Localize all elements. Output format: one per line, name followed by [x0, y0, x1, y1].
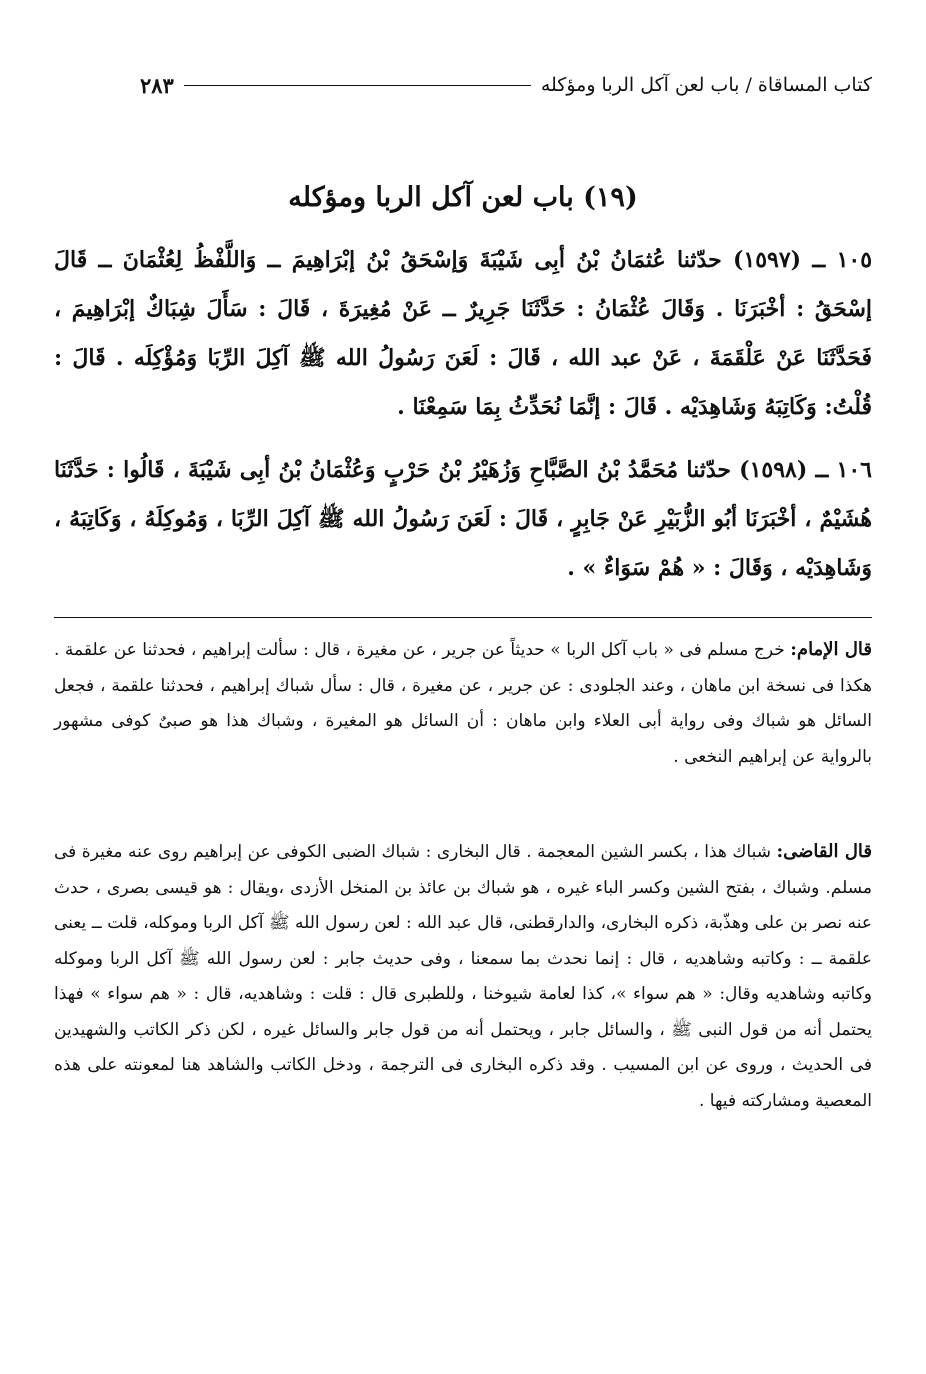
commentary-speaker: قال القاضى: — [776, 841, 872, 862]
commentary-text: شباك هذا ، بكسر الشين المعجمة . قال البخارى : شباك الضبى الكوفى عن إبراهيم روى عنه مغيرة فى مسلم. وشباك ، بفتح الشين وكسر الباء غيره ، هو شباك بن عائذ بن المنخل الأزدى ،ويقال : هو قيسى بصرى ، حدث عنه نصر بن على وهذّبة، ذكره البخارى، والدارقطنى، قال عبد الله : لعن رسول الله ﷺ آكل الربا وموكله، قلت ــ يعنى علقمة ــ : وكاتبه وشاهديه ، قال : إنما نحدث بما سمعنا ، وفى حديث جابر : لعن رسول الله ﷺ آكل الربا وموكله وكاتبه وشاهديه وقال: « هم سواء »، كذا لعامة شيوخنا ، وللطبرى قال : قلت : وشاهديه، قال : « هم سواء » فهذا يحتمل أنه من قول النبى ﷺ ، والسائل جابر ، ويحتمل أنه من قول جابر والسائل غيره ، لكن ذكر الكاتب والشهيدين فى الحديث ، وروى عن ابن المسيب . وقد ذكره البخارى فى الترجمة ، ودخل الكاتب والشاهد هنا لمعونته على هذه المعصية ومشاركته فيها . — [54, 842, 872, 1111]
commentary-speaker: قال الإمام: — [790, 639, 872, 660]
header-rule — [184, 85, 531, 86]
chapter-title: (١٩) باب لعن آكل الربا ومؤكله — [288, 182, 638, 213]
commentary-imam — [54, 632, 872, 775]
commentary-text: خرج مسلم فى « باب آكل الربا » حديثاً عن جرير ، عن مغيرة ، قال : سألت إبراهيم ، فحدثنا عن علقمة . هكذا فى نسخة ابن ماهان ، وعند الجلودى : عن جرير ، عن مغيرة ، قال : سأل شباك إبراهيم ، فحدثنا علقمة ، فجعل السائل هو شباك وفى رواية أبى العلاء وابن ماهان : أن السائل هو المغيرة ، وشباك هذا هو صبىٌ كوفى مشهور بالرواية عن إبراهيم النخعى . — [54, 640, 872, 767]
running-header — [140, 68, 872, 102]
running-title: كتاب المساقاة / باب لعن آكل الربا ومؤكله — [540, 74, 872, 96]
commentary-qadi — [54, 834, 872, 1119]
hadith-106: ١٠٦ ــ (١٥٩٨) حدّثنا مُحَمَّدُ بْنُ الصَّبَّاحِ وَزُهَيْرُ بْنُ حَرْبٍ وَعُثْمَانُ بْنُ أبِى شَيْبَةَ ، قَالُوا : حَدَّثَنَا هُشَيْمٌ ، أخْبَرَنَا أبُو الزُّبَيْرِ عَنْ جَابِرٍ ، قَالَ : لَعَنَ رَسُولُ الله ﷺ آكِلَ الرِّبَا ، وَمُوكِلَهُ ، وَكَاتِبَهُ ، وَشَاهِدَيْه ، وَقَالَ : « هُمْ سَوَاءٌ » . — [54, 457, 872, 581]
page-number: ٢٨٣ — [140, 72, 174, 98]
hadith-105: ١٠٥ ــ (١٥٩٧) حدّثنا عُثمَانُ بْنُ أبِى شَيْبَةَ وَإسْحَقُ بْنُ إبْرَاهِيمَ ــ وَاللَّفْظُ لِعُثْمَانَ ــ قَالَ إسْحَقُ : أخْبَرَنَا . وَقَالَ عُثْمَانُ : حَدَّثَنَا جَرِيرٌ ــ عَنْ مُغِيرَةَ ، قَالَ : سَأَلَ شِبَاكٌ إبْرَاهِيمَ ، فَحَدَّثَنَا عَنْ عَلْقَمَةَ ، عَنْ عبد الله ، قَالَ : لَعَنَ رَسُولُ الله ﷺ آكِلَ الرِّبَا وَمُؤْكِلَه . قَالَ : قُلْتُ: وَكَاتِبَهُ وَشَاهِدَيْه . قَالَ : إنَّمَا نُحَدِّثُ بِمَا سَمِعْنَا . — [54, 247, 873, 420]
footnote-divider — [54, 617, 872, 618]
